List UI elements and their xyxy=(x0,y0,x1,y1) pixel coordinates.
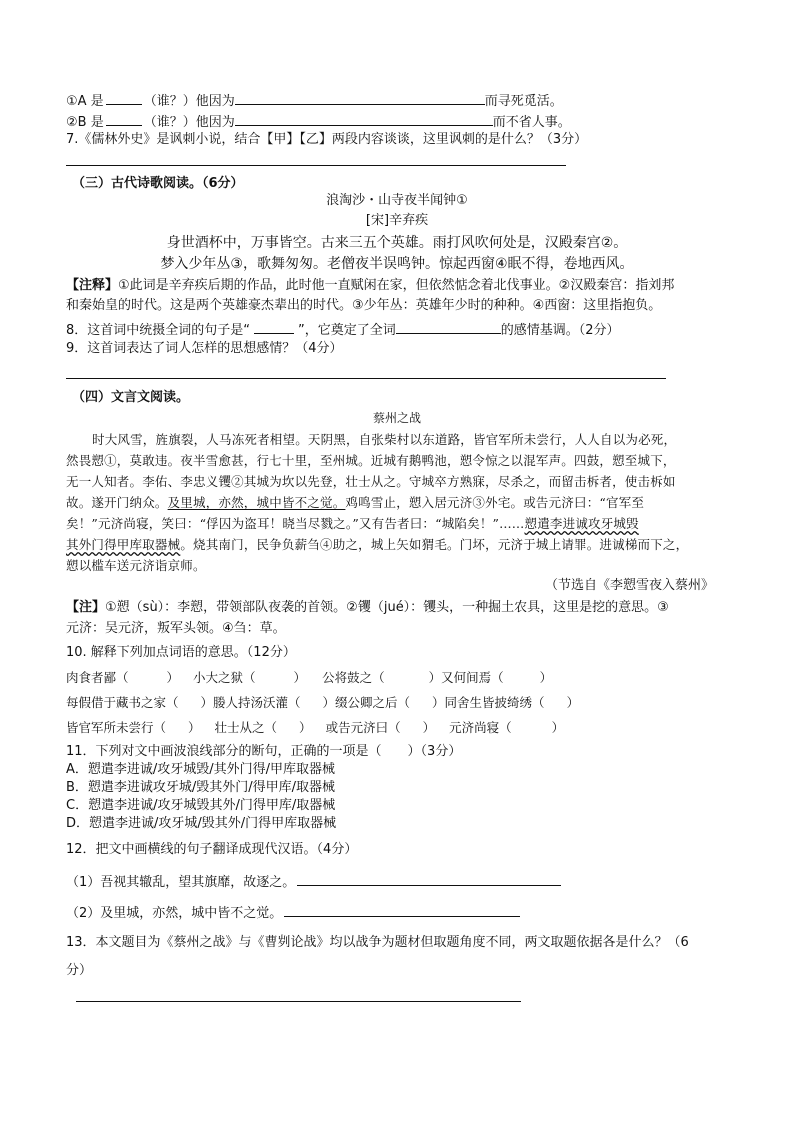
q6-b-mid: （谁？）他因为 xyxy=(143,115,235,130)
q9-answer-line[interactable] xyxy=(66,378,666,379)
wavy-sentence-part-1: 愬遣李进诚攻牙城毁 xyxy=(524,516,639,531)
ancient-line-5-a: 矣！”元济尚寝，笑曰：“俘囚为盗耳！晓当尽戮之。”又有告者曰：“城陷矣！”…… xyxy=(66,516,525,531)
q6-a-prefix: ①A 是 xyxy=(66,94,104,109)
ancient-note-line-1 xyxy=(66,600,669,616)
q6-b-blank-who[interactable] xyxy=(106,112,142,126)
q6-b-blank-reason[interactable] xyxy=(235,112,493,126)
q6-b-suffix: 而不省人事。 xyxy=(492,115,571,130)
ancient-note-line-2: 元济：吴元济，叛军头领。④刍：草。 xyxy=(66,621,286,636)
q11-option-a[interactable]: A．愬遣李进诚/攻牙城毁/其外门得/甲库取器械 xyxy=(66,762,336,777)
q10-paren: ） xyxy=(422,720,436,735)
q10-item: 壮士从之（ xyxy=(214,720,278,735)
q6-line-b xyxy=(66,112,571,131)
ancient-line-6 xyxy=(66,537,688,553)
q13-question: 13．本文题目为《蔡州之战》与《曹刿论战》均以战争为题材但取题角度不同，两文取题依据各是什么？（6 xyxy=(66,935,689,950)
q10-item: ）缀公卿之后（ xyxy=(322,695,411,710)
q6-a-suffix: 而寻死觅活。 xyxy=(484,94,563,109)
q12-answer-2[interactable] xyxy=(284,903,520,917)
q12-sentence-2 xyxy=(66,903,520,922)
q8-part-b: ”，它奠定了全词 xyxy=(298,323,396,338)
q10-item: ）又何间焉（ xyxy=(428,670,504,685)
q10-paren: ） xyxy=(293,670,307,685)
q8-blank-sentence[interactable] xyxy=(254,320,294,334)
ancient-note-label: 【注】 xyxy=(66,600,106,615)
q10-row-3 xyxy=(66,720,564,736)
q10-row-1 xyxy=(66,670,552,686)
q13-question-cont: 分） xyxy=(66,963,93,978)
q7-answer-line[interactable] xyxy=(66,165,566,166)
ancient-line-5 xyxy=(66,516,639,532)
poem-author: [宋]辛弃疾 xyxy=(365,213,429,228)
q10-paren: ） xyxy=(188,720,201,735)
ancient-source: （节选自《李愬雪夜入蔡州》 xyxy=(545,578,715,593)
underlined-sentence: 及里城，亦然，城中皆不之觉。 xyxy=(167,495,346,510)
q6-line-a xyxy=(66,91,563,110)
poem-note-line-2: 和秦始皇的时代。这是两个英雄豪杰辈出的时代。③少年丛：英雄年少时的种种。④西窗：这里指抱负。 xyxy=(66,298,662,313)
wavy-sentence-part-2: 其外门得甲库取器械 xyxy=(66,537,181,552)
note-text-1: ①此词是辛弃疾后期的作品，此时他一直赋闲在家，但依然惦念着北伐事业。②汉殿秦宫：指刘邦 xyxy=(118,278,675,293)
section4-header: （四）文言文阅读。 xyxy=(72,390,190,405)
q8-blank-emotion[interactable] xyxy=(396,320,501,334)
ancient-line-2: 然畏愬①，莫敢违。夜半雪愈甚，行七十里，至州城。近城有鹅鸭池，愬令惊之以混军声。四鼓，愬至城下， xyxy=(66,453,676,468)
ancient-note-text-1: ①愬（sù）：李愬，带领部队夜袭的首领。②䦆（jué）：䦆头，一种掘土农具，这里是挖的意思。③ xyxy=(105,600,669,615)
q9-question: 9．这首词表达了词人怎样的思想感情？（4分） xyxy=(66,341,343,356)
q11-option-d[interactable]: D．愬遣李进诚/攻牙城/毁其外/门得甲库取器械 xyxy=(66,816,337,831)
q6-a-mid: （谁？）他因为 xyxy=(143,94,235,109)
ancient-line-7: 愬以槛车送元济诣京师。 xyxy=(66,558,206,573)
q10-paren: ） xyxy=(166,670,180,685)
q10-paren: ） xyxy=(539,670,553,685)
q11-option-c[interactable]: C．愬遣李进诚/攻牙城毁其外/门得甲库/取器械 xyxy=(66,798,336,813)
q6-a-blank-who[interactable] xyxy=(106,91,142,105)
q10-item: 每假借于藏书之家（ xyxy=(66,695,179,710)
ancient-line-4-a: 故。遂开门纳众。 xyxy=(66,495,168,510)
q10-paren: ） xyxy=(299,720,312,735)
q8-question xyxy=(66,320,620,339)
q10-item: ）媵人持汤沃灌（ xyxy=(200,695,301,710)
ancient-line-4-c: 鸡鸣雪止，愬入居元济③外宅。或告元济曰：“官军至 xyxy=(345,495,645,510)
ancient-line-4 xyxy=(66,495,644,511)
q10-paren: ） xyxy=(566,695,580,710)
q10-row-2 xyxy=(66,695,579,711)
q6-b-prefix: ②B 是 xyxy=(66,115,104,130)
ancient-line-1: 时大风雪，旌旗裂，人马冻死者相望。天阴黑，自张柴村以东道路，皆官军所未尝行，人人自以为必死， xyxy=(92,432,677,447)
q10-item: ）同舍生皆披绮绣（ xyxy=(432,695,545,710)
q11-question: 11．下列对文中画波浪线部分的断句，正确的一项是（ ）（3分） xyxy=(66,744,462,759)
poem-line-2: 梦入少年丛③，歌舞匆匆。老僧夜半误鸣钟。惊起西窗④眠不得，卷地西风。 xyxy=(160,256,634,272)
section3-header: （三）古代诗歌阅读。（6分） xyxy=(72,176,244,191)
q12-sentence-2-text: （2）及里城，亦然，城中皆不之觉。 xyxy=(66,906,283,921)
q10-paren: ） xyxy=(551,720,565,735)
poem-line-1: 身世酒杯中，万事皆空。古来三五个英雄。雨打风吹何处是，汉殿秦宫②。 xyxy=(166,235,628,251)
q10-item: 或告元济曰（ xyxy=(325,720,401,735)
q7-question: 7.《儒林外史》是讽刺小说，结合【甲】【乙】两段内容谈谈，这里讽刺的是什么？（3分） xyxy=(66,132,588,147)
q10-item: 小大之狱（ xyxy=(193,670,256,685)
q8-part-a: 8．这首词中统摄全词的句子是“ xyxy=(66,323,251,338)
q10-question: 10. 解释下列加点词语的意思。（12分） xyxy=(66,645,296,660)
q6-a-blank-reason[interactable] xyxy=(235,91,485,105)
q12-question: 12．把文中画横线的句子翻译成现代汉语。（4分） xyxy=(66,842,358,857)
q11-option-b[interactable]: B．愬遣李进诚攻牙城/毁其外门/得甲库/取器械 xyxy=(66,780,336,795)
ancient-line-6-b: 。烧其南门，民争负薪刍④助之，城上矢如猬毛。门坏，元济于城上请罪。进诚梯而下之， xyxy=(180,537,689,552)
q10-item: 肉食者鄙（ xyxy=(66,670,129,685)
q12-answer-1[interactable] xyxy=(297,872,561,886)
note-label: 【注释】 xyxy=(66,278,119,293)
q10-item: 公将鼓之（ xyxy=(322,670,385,685)
q12-sentence-1 xyxy=(66,872,561,891)
q8-part-c: 的感情基调。（2分） xyxy=(500,323,620,338)
ancient-line-3: 无一人知者。李佑、李忠义䦆②其城为坎以先登，壮士从之。守城卒方熟寐，尽杀之，而留击柝者，使击柝如 xyxy=(66,474,676,489)
poem-title: 浪淘沙・山寺夜半闻钟① xyxy=(326,193,468,208)
poem-note-line-1 xyxy=(66,278,674,294)
q10-item: 皆官军所未尝行（ xyxy=(66,720,167,735)
q10-item: 元济尚寝（ xyxy=(449,720,512,735)
q13-answer-line[interactable] xyxy=(76,1001,521,1002)
ancient-text-title: 蔡州之战 xyxy=(372,411,421,425)
q12-sentence-1-text: （1）吾视其辙乱，望其旗靡，故逐之。 xyxy=(66,875,296,890)
